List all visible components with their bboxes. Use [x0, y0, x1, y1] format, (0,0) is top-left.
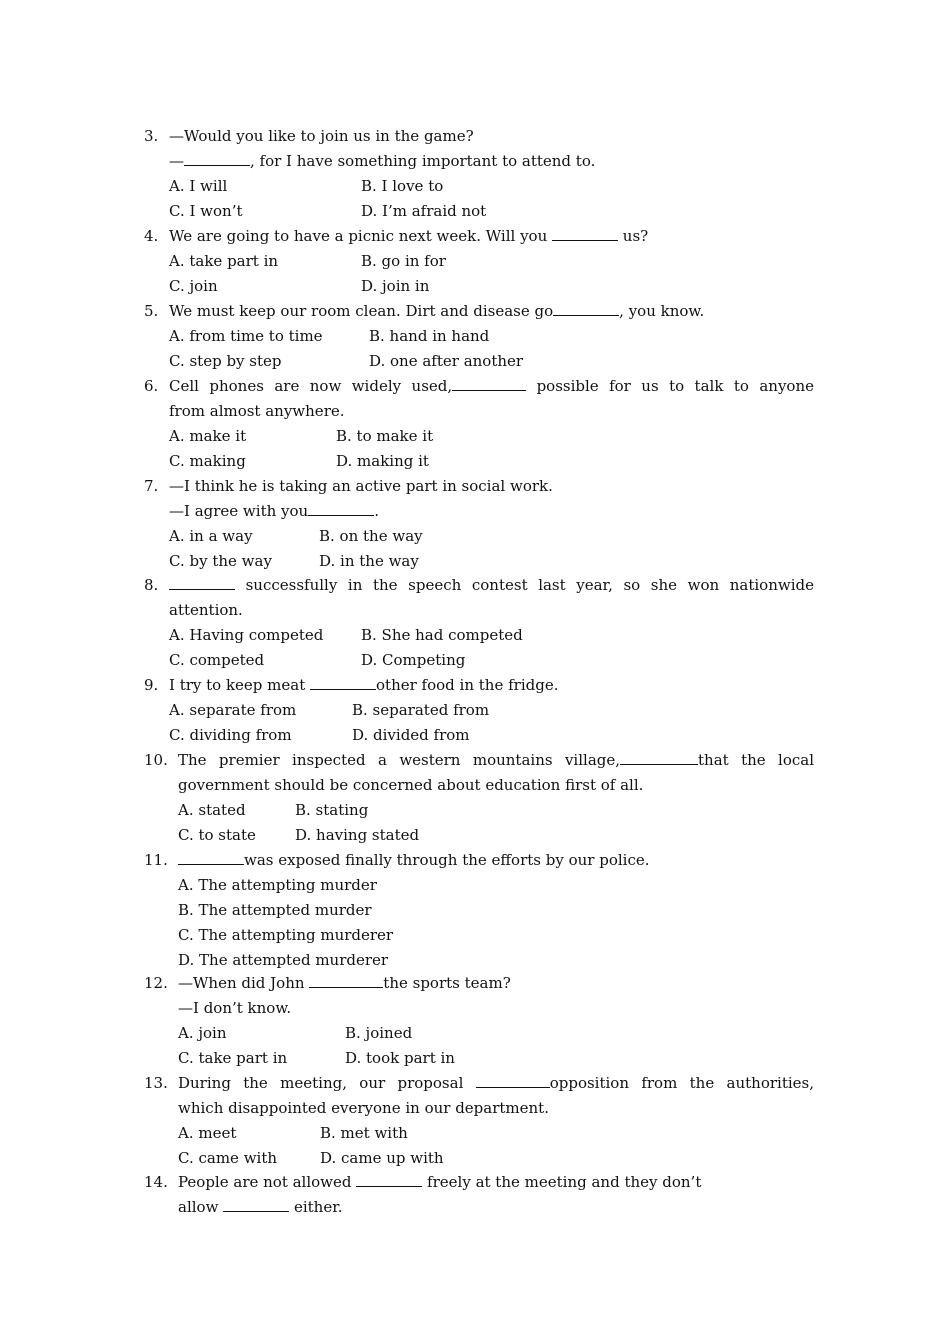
stem-text: —I don’t know. — [178, 999, 292, 1017]
option-row — [178, 823, 814, 848]
answer-option[interactable]: A. make it — [169, 427, 247, 445]
option-row — [169, 648, 814, 673]
question-number: 3. — [144, 127, 159, 145]
option-row — [169, 424, 814, 449]
answer-option[interactable]: B. go in for — [361, 252, 446, 270]
question-stem-line — [178, 773, 814, 798]
stem-text: —I think he is taking an active part in social work. — [169, 477, 553, 495]
answer-blank[interactable] — [553, 301, 619, 316]
stem-text: us? — [618, 227, 649, 245]
question-stem-line — [169, 573, 814, 598]
question-number: 9. — [144, 676, 159, 694]
question-body — [144, 748, 814, 848]
answer-blank[interactable] — [309, 973, 383, 988]
question-7 — [144, 474, 814, 574]
question-stem-line — [169, 149, 814, 174]
stem-text: other food in the fridge. — [376, 676, 559, 694]
question-body — [144, 1071, 814, 1171]
question-13 — [144, 1071, 814, 1171]
option-row — [169, 698, 814, 723]
answer-option[interactable]: A. meet — [178, 1124, 237, 1142]
question-stem-line — [178, 1071, 814, 1096]
answer-option[interactable]: C. by the way — [169, 552, 272, 570]
answer-option[interactable]: B. The attempted murder — [178, 901, 372, 919]
question-3 — [144, 124, 814, 224]
answer-option[interactable]: B. met with — [320, 1124, 408, 1142]
answer-blank[interactable] — [620, 750, 698, 765]
answer-option[interactable]: D. took part in — [345, 1049, 455, 1067]
answer-blank[interactable] — [223, 1197, 289, 1212]
stem-text: , for I have something important to attend to. — [250, 152, 596, 170]
answer-option[interactable]: A. join — [178, 1024, 227, 1042]
answer-blank[interactable] — [452, 376, 526, 391]
question-number: 4. — [144, 227, 159, 245]
question-number: 11. — [144, 851, 168, 869]
option-row — [169, 723, 814, 748]
answer-option[interactable]: B. separated from — [352, 701, 490, 719]
answer-option[interactable]: D. The attempted murderer — [178, 951, 389, 969]
stem-text: The premier inspected a western mountains village, — [178, 751, 621, 769]
answer-option[interactable]: C. step by step — [169, 352, 282, 370]
question-stem-line — [178, 1170, 814, 1195]
stem-text: attention. — [169, 601, 243, 619]
question-9 — [144, 673, 814, 748]
answer-option[interactable]: A. in a way — [169, 527, 253, 545]
question-number: 14. — [144, 1173, 168, 1191]
answer-option[interactable]: A. The attempting murder — [178, 876, 377, 894]
answer-blank[interactable] — [356, 1172, 422, 1187]
answer-option[interactable]: D. making it — [336, 452, 429, 470]
stem-text: We are going to have a picnic next week. Will you — [169, 227, 553, 245]
stem-text: . — [374, 502, 379, 520]
question-number: 8. — [144, 576, 159, 594]
answer-option[interactable]: B. to make it — [336, 427, 434, 445]
question-body — [144, 971, 814, 1071]
stem-text: , you know. — [619, 302, 705, 320]
answer-option[interactable]: D. came up with — [320, 1149, 444, 1167]
question-stem-line — [169, 474, 814, 499]
question-stem-line — [169, 673, 814, 698]
question-stem-line — [178, 1195, 814, 1220]
question-11 — [144, 848, 814, 973]
option-row — [169, 199, 814, 224]
question-stem-line — [169, 399, 814, 424]
question-stem-line — [169, 374, 814, 399]
stem-text: —Would you like to join us in the game? — [169, 127, 474, 145]
option-row — [169, 324, 814, 349]
question-stem-line — [169, 598, 814, 623]
question-stem-line — [178, 748, 814, 773]
stem-text: I try to keep meat — [169, 676, 311, 694]
question-body — [144, 573, 814, 673]
option-row — [178, 948, 814, 973]
stem-text: opposition from the authorities, — [549, 1074, 814, 1092]
answer-option[interactable]: C. came with — [178, 1149, 278, 1167]
answer-option[interactable]: C. to state — [178, 826, 256, 844]
stem-text: allow — [178, 1198, 224, 1216]
answer-blank[interactable] — [310, 675, 376, 690]
stem-text: freely at the meeting and they don’t — [422, 1173, 702, 1191]
stem-text: We must keep our room clean. Dirt and disease go — [169, 302, 554, 320]
stem-text: that the local — [698, 751, 814, 769]
answer-option[interactable]: B. hand in hand — [369, 327, 490, 345]
question-14 — [144, 1170, 814, 1220]
question-10 — [144, 748, 814, 848]
option-row — [169, 249, 814, 274]
answer-blank[interactable] — [178, 850, 244, 865]
answer-option[interactable]: D. I’m afraid not — [361, 202, 487, 220]
answer-blank[interactable] — [308, 501, 374, 516]
answer-option[interactable]: C. take part in — [178, 1049, 288, 1067]
question-number: 6. — [144, 377, 159, 395]
stem-text: During the meeting, our proposal — [178, 1074, 476, 1092]
answer-option[interactable]: B. I love to — [361, 177, 444, 195]
question-stem-line — [169, 499, 814, 524]
option-row — [178, 923, 814, 948]
stem-text: government should be concerned about education first of all. — [178, 776, 644, 794]
answer-option[interactable]: A. take part in — [169, 252, 279, 270]
answer-option[interactable]: B. joined — [345, 1024, 413, 1042]
stem-text: which disappointed everyone in our department. — [178, 1099, 549, 1117]
question-number: 10. — [144, 751, 168, 769]
question-body — [144, 1170, 814, 1220]
question-body — [144, 224, 814, 299]
question-stem-line — [178, 1096, 814, 1121]
question-body — [144, 673, 814, 748]
answer-option[interactable]: D. in the way — [319, 552, 419, 570]
answer-blank[interactable] — [169, 575, 235, 590]
stem-text: —When did John — [178, 974, 310, 992]
stem-text: was exposed finally through the efforts by our police. — [244, 851, 650, 869]
question-number: 5. — [144, 302, 159, 320]
question-body — [144, 299, 814, 374]
answer-option[interactable]: D. join in — [361, 277, 430, 295]
answer-option[interactable]: D. one after another — [369, 352, 524, 370]
question-stem-line — [178, 971, 814, 996]
option-row — [169, 174, 814, 199]
stem-text: either. — [289, 1198, 343, 1216]
option-row — [169, 449, 814, 474]
option-row — [178, 1121, 814, 1146]
answer-option[interactable]: A. I will — [169, 177, 228, 195]
option-row — [169, 349, 814, 374]
answer-option[interactable]: C. I won’t — [169, 202, 243, 220]
question-12 — [144, 971, 814, 1071]
question-stem-line — [169, 299, 814, 324]
answer-option[interactable]: C. dividing from — [169, 726, 292, 744]
question-number: 13. — [144, 1074, 168, 1092]
answer-blank[interactable] — [552, 226, 618, 241]
option-row — [169, 549, 814, 574]
question-number: 12. — [144, 974, 168, 992]
option-row — [178, 1146, 814, 1171]
answer-option[interactable]: C. The attempting murderer — [178, 926, 394, 944]
question-5 — [144, 299, 814, 374]
stem-text: possible for us to talk to anyone — [526, 377, 814, 395]
stem-text: People are not allowed — [178, 1173, 357, 1191]
answer-option[interactable]: A. stated — [178, 801, 246, 819]
option-row — [178, 873, 814, 898]
stem-text: from almost anywhere. — [169, 402, 345, 420]
question-8 — [144, 573, 814, 673]
answer-option[interactable]: C. competed — [169, 651, 265, 669]
stem-text: the sports team? — [383, 974, 511, 992]
question-stem-line — [178, 996, 814, 1021]
option-row — [178, 1021, 814, 1046]
option-row — [169, 623, 814, 648]
question-body — [144, 124, 814, 224]
question-stem-line — [169, 124, 814, 149]
question-6 — [144, 374, 814, 474]
answer-blank[interactable] — [476, 1073, 550, 1088]
stem-text: —I agree with you — [169, 502, 309, 520]
stem-text: successfully in the speech contest last year, so she won nationwide — [235, 576, 814, 594]
question-body — [144, 374, 814, 474]
stem-text: — — [169, 152, 184, 170]
question-body — [144, 474, 814, 574]
question-stem-line — [169, 224, 814, 249]
stem-text: Cell phones are now widely used, — [169, 377, 453, 395]
answer-option[interactable]: C. making — [169, 452, 246, 470]
answer-option[interactable]: D. divided from — [352, 726, 470, 744]
question-stem-line — [178, 848, 814, 873]
answer-option[interactable]: B. stating — [295, 801, 369, 819]
option-row — [178, 1046, 814, 1071]
answer-option[interactable]: D. having stated — [295, 826, 420, 844]
answer-option[interactable]: A. from time to time — [169, 327, 323, 345]
question-4 — [144, 224, 814, 299]
question-body — [144, 848, 814, 973]
answer-option[interactable]: C. join — [169, 277, 218, 295]
answer-option[interactable]: B. on the way — [319, 527, 423, 545]
answer-option[interactable]: B. She had competed — [361, 626, 523, 644]
answer-blank[interactable] — [184, 151, 250, 166]
answer-option[interactable]: D. Competing — [361, 651, 466, 669]
option-row — [178, 798, 814, 823]
answer-option[interactable]: A. separate from — [169, 701, 297, 719]
option-row — [169, 524, 814, 549]
option-row — [178, 898, 814, 923]
answer-option[interactable]: A. Having competed — [169, 626, 324, 644]
option-row — [169, 274, 814, 299]
question-number: 7. — [144, 477, 159, 495]
